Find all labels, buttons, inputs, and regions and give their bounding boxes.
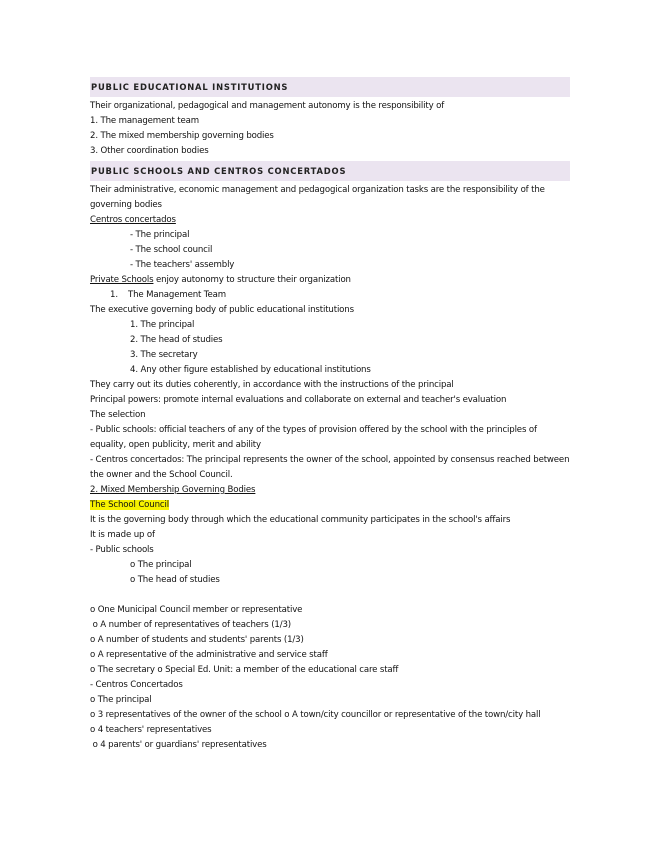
- centros-concertados-title: Centros concertados: [90, 215, 176, 225]
- blank-line: [90, 588, 570, 603]
- text-paragraph: o 3 representatives of the owner of the school o A town/city councillor or representative of the town/city hall: [90, 710, 541, 720]
- list-item: 2. The mixed membership governing bodies: [90, 131, 274, 141]
- text-paragraph: Their administrative, economic management and pedagogical organization tasks are the responsibility of the governing bodies: [90, 185, 545, 210]
- private-schools-text: enjoy autonomy to structure their organization: [153, 275, 351, 285]
- selection-title: The selection: [90, 410, 146, 420]
- list-item: o The principal: [90, 695, 152, 705]
- section-heading-public-institutions: PUBLIC EDUCATIONAL INSTITUTIONS: [90, 77, 570, 97]
- private-schools-label: Private Schools: [90, 275, 154, 285]
- text-line: Principal powers: promote internal evaluations and collaborate on external and teacher's evaluation: [90, 395, 507, 405]
- text-line: It is made up of: [90, 530, 155, 540]
- list-item: - Centros Concertados: [90, 680, 183, 690]
- text-line: The executive governing body of public educational institutions: [90, 305, 354, 315]
- school-council-title: The School Council: [90, 500, 169, 510]
- list-item: o A number of students and students' parents (1/3): [90, 635, 304, 645]
- list-item: o 4 parents' or guardians' representatives: [90, 740, 267, 750]
- section-heading-public-schools: PUBLIC SCHOOLS AND CENTROS CONCERTADOS: [90, 161, 570, 181]
- school-council-line: [90, 498, 570, 513]
- text-paragraph: - Centros concertados: The principal represents the owner of the school, appointed by consensus reached between the owner and the School Council.: [90, 455, 570, 480]
- list-item: o One Municipal Council member or representative: [90, 605, 303, 615]
- text-line: - Public schools: [90, 545, 154, 555]
- text-paragraph: - Public schools: official teachers of any of the types of provision offered by the school with the principles of equality, open publicity, merit and ability: [90, 425, 537, 450]
- list-item: - The principal: [130, 230, 190, 240]
- private-schools-line: [90, 273, 570, 288]
- list-item: 2. The head of studies: [130, 335, 223, 345]
- text-line: It is the governing body through which the educational community participates in the school's affairs: [90, 515, 511, 525]
- list-item: 4. Any other figure established by educational institutions: [130, 365, 371, 375]
- list-item: o 4 teachers' representatives: [90, 725, 212, 735]
- mixed-membership-title: 2. Mixed Membership Governing Bodies: [90, 485, 256, 495]
- list-number: 1.: [110, 290, 118, 300]
- text-line: They carry out its duties coherently, in accordance with the instructions of the principal: [90, 380, 454, 390]
- document-page: [90, 77, 570, 753]
- list-item: - The school council: [130, 245, 213, 255]
- list-item: o A number of representatives of teachers (1/3): [90, 620, 291, 630]
- list-item: 1. The management team: [90, 116, 199, 126]
- list-item: - The teachers' assembly: [130, 260, 235, 270]
- management-team-title: The Management Team: [128, 290, 226, 300]
- list-item: 3. Other coordination bodies: [90, 146, 209, 156]
- list-item: o The head of studies: [130, 575, 220, 585]
- list-item: o A representative of the administrative and service staff: [90, 650, 328, 660]
- list-item: 1. The principal: [130, 320, 195, 330]
- text-line: Their organizational, pedagogical and management autonomy is the responsibility of: [90, 101, 445, 111]
- list-item: o The secretary o Special Ed. Unit: a member of the educational care staff: [90, 665, 399, 675]
- list-item: o The principal: [130, 560, 192, 570]
- management-team-heading: [90, 288, 570, 303]
- list-item: 3. The secretary: [130, 350, 198, 360]
